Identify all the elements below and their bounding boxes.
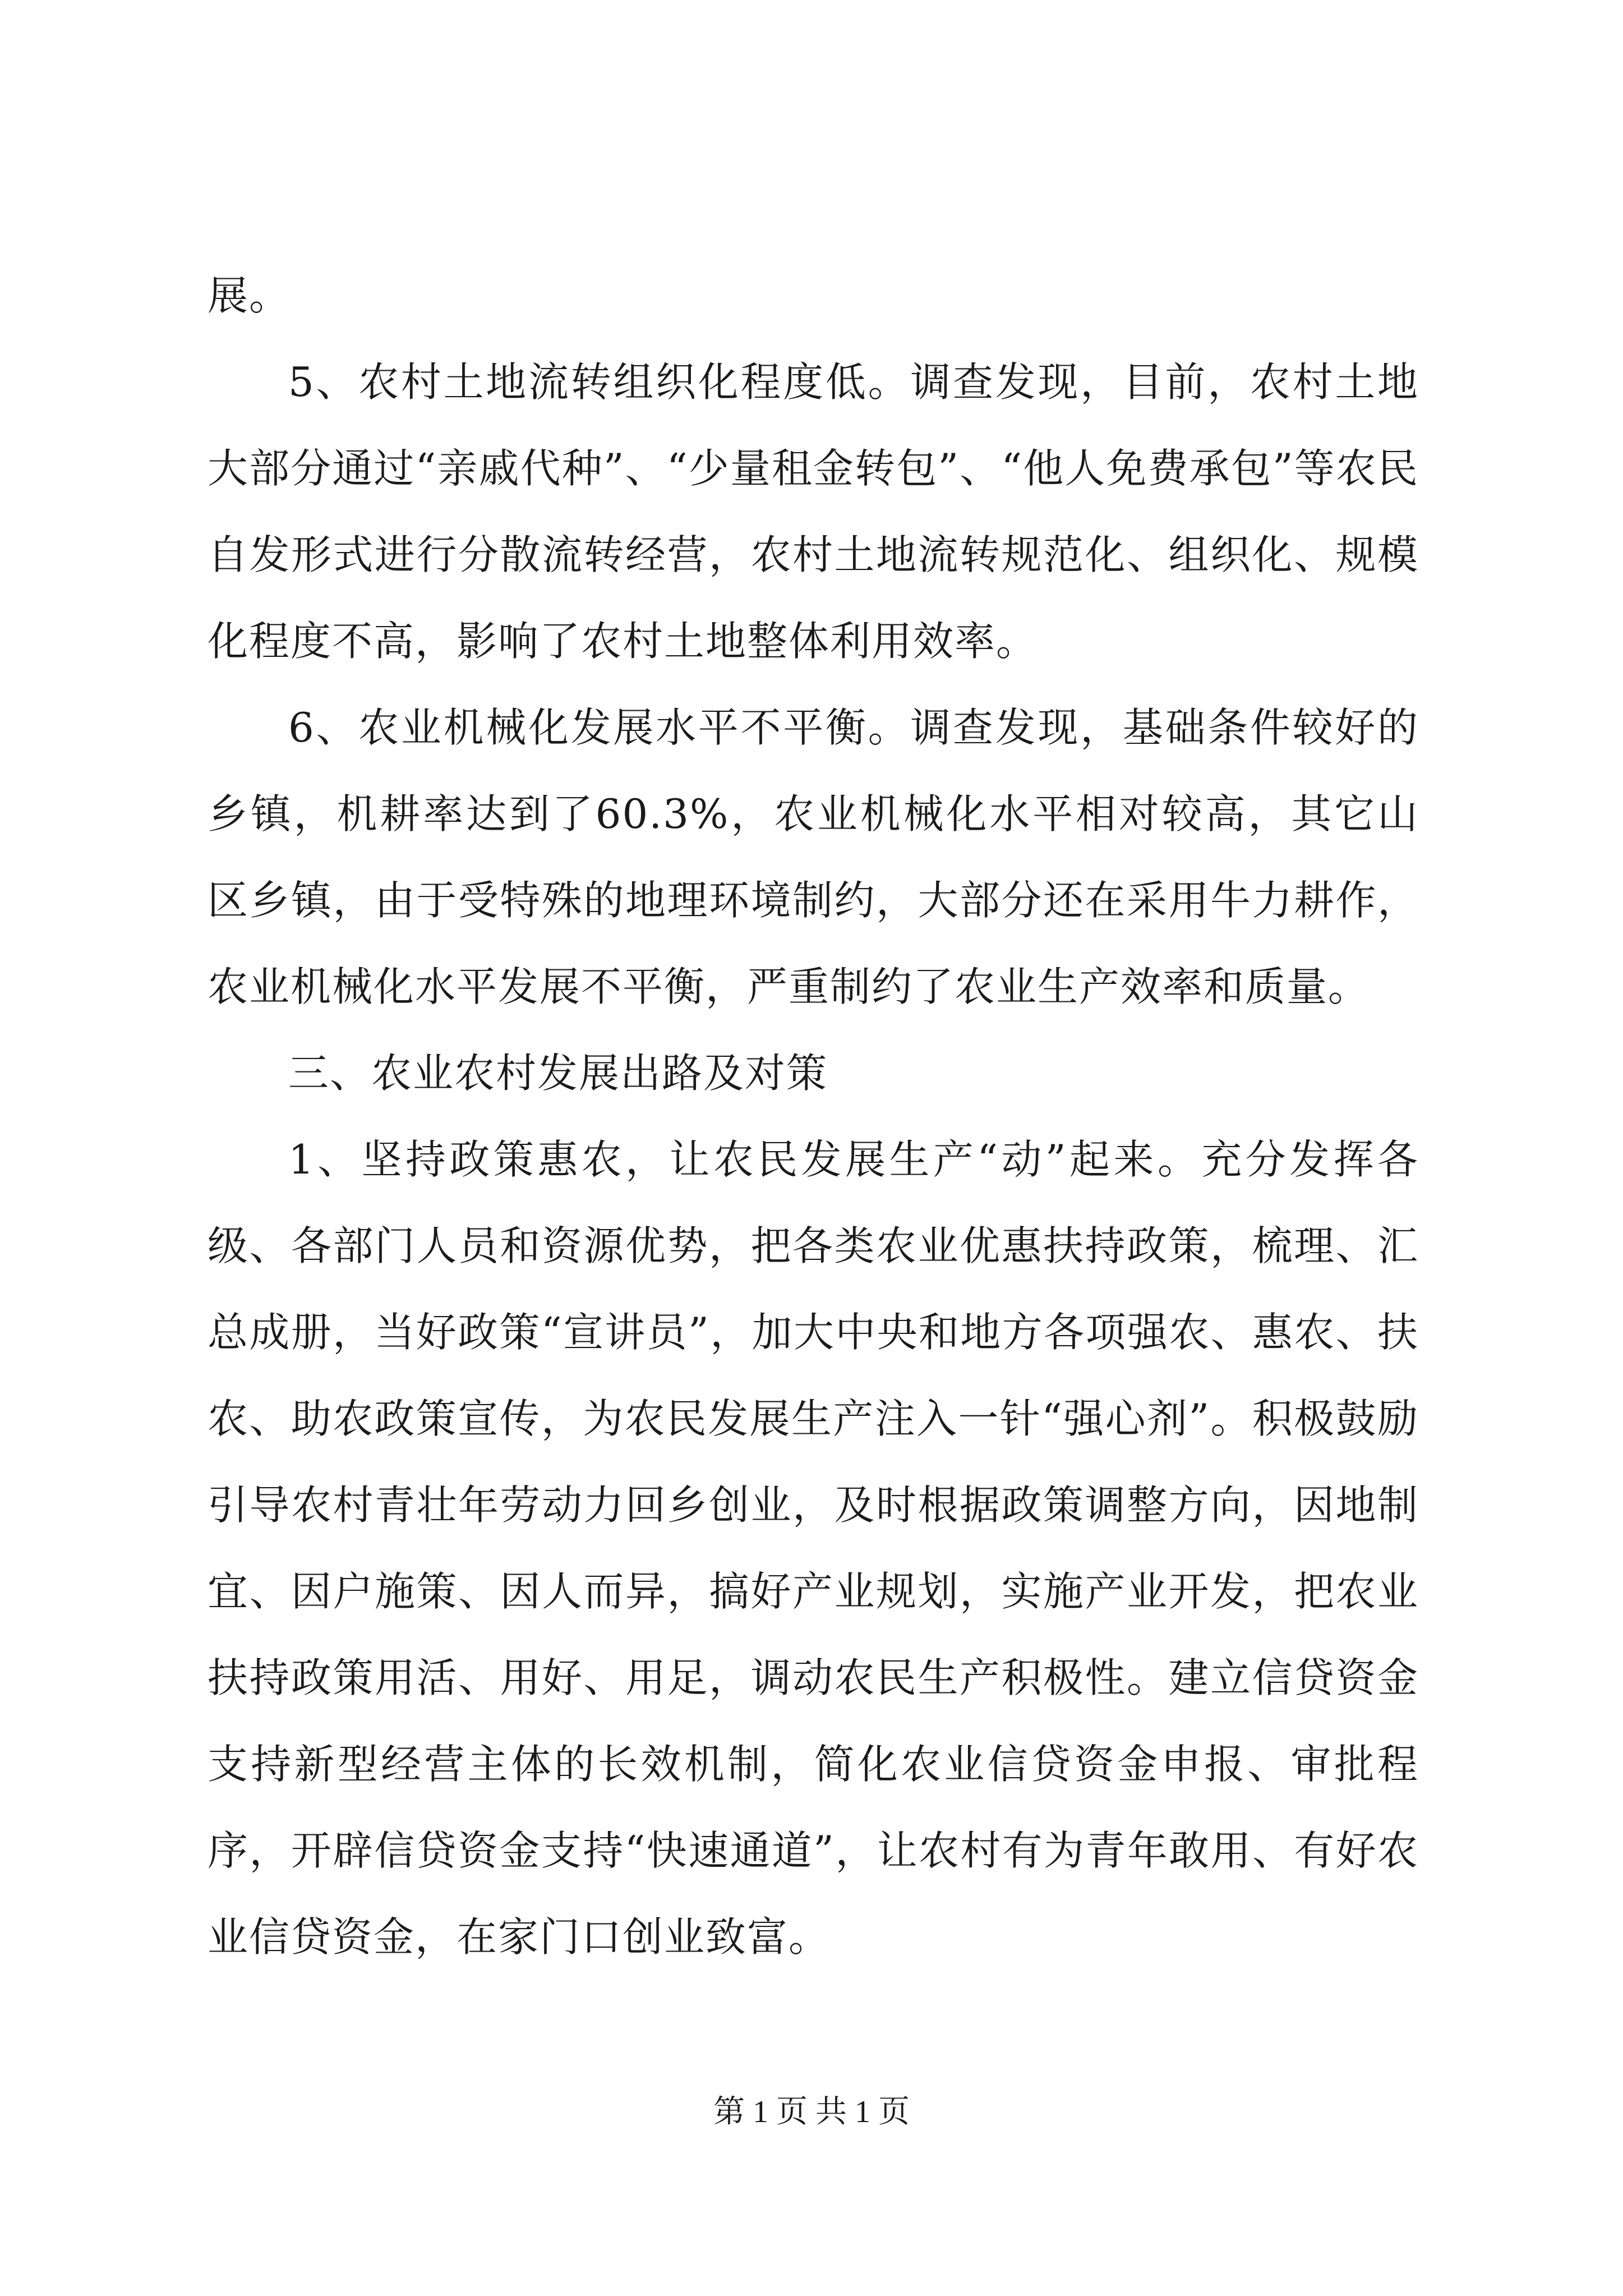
document-body xyxy=(208,252,1419,1980)
section-heading: 三、农业农村发展出路及对策 xyxy=(288,1050,828,1097)
paragraph-item-5: 5、农村土地流转组织化程度低。调查发现，目前，农村土地大部分通过“亲戚代种”、“少量租金转包”、“他人免费承包”等农民自发形式进行分散流转经营，农村土地流转规范化、组织化、规模化程度不高，影响了农村土地整体利用效率。 xyxy=(208,358,1419,665)
page-footer: 第 1 页 共 1 页 xyxy=(713,2095,910,2129)
paragraph-item-6: 6、农业机械化发展水平不平衡。调查发现，基础条件较好的乡镇，机耕率达到了60.3%，农业机械化水平相对较高，其它山区乡镇，由于受特殊的地理环境制约，大部分还在采用牛力耕作，农业机械化水平发展不平衡，严重制约了农业生产效率和质量。 xyxy=(208,704,1419,1010)
paragraph-continuation: 展。 xyxy=(208,272,291,319)
paragraph-item-1: 1、坚持政策惠农，让农民发展生产“动”起来。充分发挥各级、各部门人员和资源优势，把各类农业优惠扶持政策，梳理、汇总成册，当好政策“宣讲员”，加大中央和地方各项强农、惠农、扶农、助农政策宣传，为农民发展生产注入一针“强心剂”。积极鼓励引导农村青壮年劳动力回乡创业，及时根据政策调整方向，因地制宜、因户施策、因人而异，搞好产业规划，实施产业开发，把农业扶持政策用活、用好、用足，调动农民生产积极性。建立信贷资金支持新型经营主体的长效机制，简化农业信贷资金申报、审批程序，开辟信贷资金支持“快速通道”，让农村有为青年敢用、有好农业信贷资金，在家门口创业致富。 xyxy=(208,1136,1419,1961)
